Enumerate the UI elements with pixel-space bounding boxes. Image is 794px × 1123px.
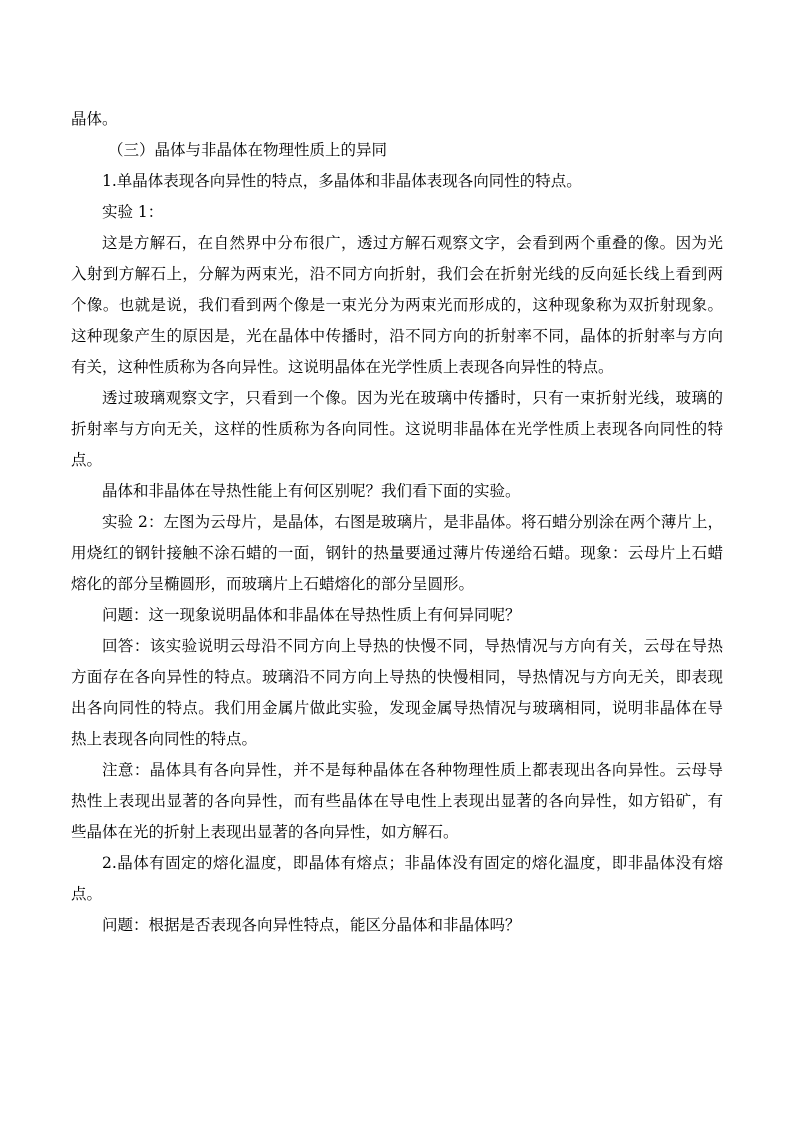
paragraph-line: 实验 2：左图为云母片，是晶体，右图是玻璃片，是非晶体。将石蜡分别涂在两个薄片上，: [102, 513, 723, 531]
paragraph-line: 折射率与方向无关，这样的性质称为各向同性。这说明非晶体在光学性质上表现各向同性的特: [71, 420, 723, 438]
paragraph-line: 晶体。: [71, 110, 118, 128]
paragraph-line: 个像。也就是说，我们看到两个像是一束光分为两束光而形成的，这种现象称为双折射现象。: [71, 296, 723, 314]
paragraph-line: 点。: [71, 451, 103, 469]
paragraph-line: 晶体和非晶体在导热性能上有何区别呢？我们看下面的实验。: [102, 482, 521, 500]
paragraph-line: 有关，这种性质称为各向异性。这说明晶体在光学性质上表现各向异性的特点。: [71, 358, 614, 376]
section-heading: （三）晶体与非晶体在物理性质上的异同: [108, 141, 388, 159]
note-line: 注意：晶体具有各向异性，并不是每种晶体在各种物理性质上都表现出各向异性。云母导: [102, 761, 723, 779]
answer-line: 热上表现各向同性的特点。: [71, 730, 258, 748]
paragraph-line: 熔化的部分呈椭圆形，而玻璃片上石蜡熔化的部分呈圆形。: [71, 575, 475, 593]
question-line: 问题：这一现象说明晶体和非晶体在导热性质上有何异同呢？: [102, 606, 521, 624]
paragraph-line: 这种现象产生的原因是，光在晶体中传播时，沿不同方向的折射率不同，晶体的折射率与方向: [71, 327, 723, 345]
paragraph-line: 用烧红的钢针接触不涂石蜡的一面，钢针的热量要通过薄片传递给石蜡。现象：云母片上石蜡: [71, 544, 723, 562]
answer-line: 出各向同性的特点。我们用金属片做此实验，发现金属导热情况与玻璃相同，说明非晶体在导: [71, 699, 723, 717]
paragraph-line: 1.单晶体表现各向异性的特点，多晶体和非晶体表现各向同性的特点。: [102, 172, 582, 190]
experiment-label: 实验 1：: [102, 203, 164, 221]
document-page: [71, 104, 723, 941]
question-line: 问题：根据是否表现各向异性特点，能区分晶体和非晶体吗？: [102, 916, 521, 934]
answer-line: 方面存在各向异性的特点。玻璃沿不同方向上导热的快慢相同，导热情况与方向无关，即表现: [71, 668, 723, 686]
paragraph-line: 透过玻璃观察文字，只看到一个像。因为光在玻璃中传播时，只有一束折射光线，玻璃的: [102, 389, 723, 407]
paragraph-line: 2.晶体有固定的熔化温度，即晶体有熔点；非晶体没有固定的熔化温度，即非晶体没有熔: [102, 854, 723, 872]
note-line: 热性上表现出显著的各向异性，而有些晶体在导电性上表现出显著的各向异性，如方铅矿，有: [71, 792, 723, 810]
answer-line: 回答：该实验说明云母沿不同方向上导热的快慢不同，导热情况与方向有关，云母在导热: [102, 637, 723, 655]
paragraph-line: 这是方解石，在自然界中分布很广，透过方解石观察文字，会看到两个重叠的像。因为光: [102, 234, 723, 252]
note-line: 些晶体在光的折射上表现出显著的各向异性，如方解石。: [71, 823, 459, 841]
paragraph-line: 点。: [71, 885, 103, 903]
paragraph-line: 入射到方解石上，分解为两束光，沿不同方向折射，我们会在折射光线的反向延长线上看到两: [71, 265, 723, 283]
